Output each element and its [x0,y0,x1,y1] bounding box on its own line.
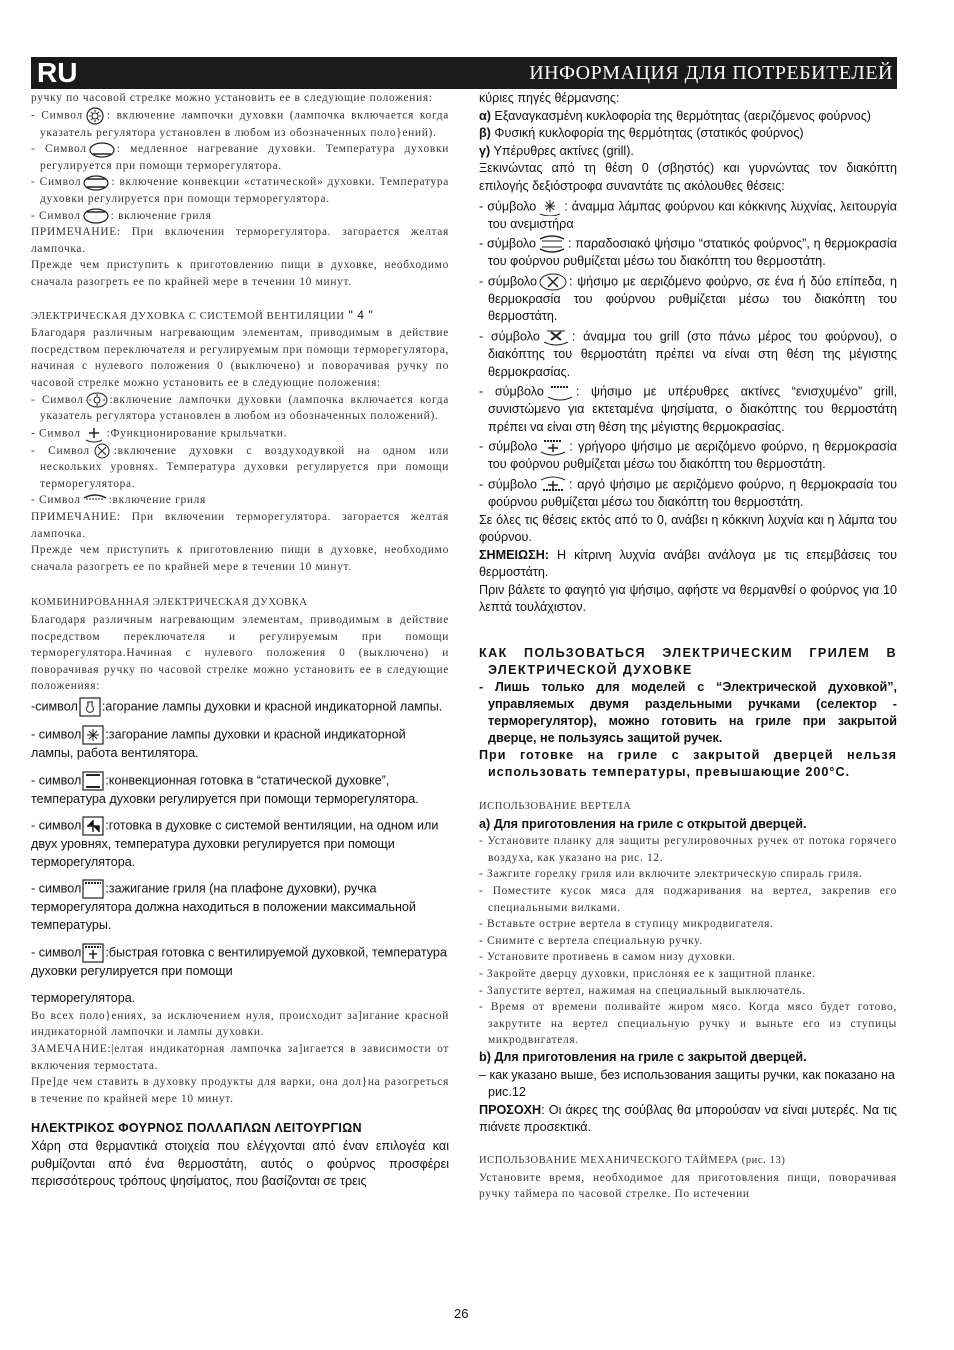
grill-fan-icon [82,943,104,963]
right-column [479,90,897,1203]
list-item: - Символ :включение гриля [31,494,206,507]
grill-icon [82,494,108,508]
grill-icon [82,879,104,899]
header-title: ИНФОРМАЦИЯ ДЛЯ ПОТРЕБИТЕЛЕЙ [529,62,893,84]
note: ПРИМЕЧАНИЕ: При включении терморегулятора. загорается желтая лампочка. [31,226,449,255]
list-item: - Символ : медленное нагревание духовки. Температура духовки регулируется при помощи терморегулятора. [31,143,449,172]
slow-fan-icon [538,476,568,494]
paragraph: Благодаря различным нагревающим элементам, приводимым в действие посредством переключателя и регулируемым при помощи терморегулятора.Начиная с нулевого положения 0 (выключено) и поворачивая ручку по часовой стрелке можно установить ее в следующие положенияя: [31,614,449,693]
paragraph: ручку по часовой стрелке можно установить ее в следующие положения: [31,92,433,104]
fan-oven-icon [82,816,104,836]
fan-icon [82,425,106,443]
list-item: - Вставьте острие вертела в ступицу микродвигателя. [479,918,774,931]
list-item: - Символ :включение духовки с воздуходувкой на одном или нескольких уровнях. Температура духовки регулируется при помощи терморегулятора. [31,444,449,490]
paragraph: Во всех поло}ениях, за исключением нуля, происходит за]игание красной индикаторной лампочки и лампы духовки. [31,1009,449,1039]
page-number: 26 [454,1306,469,1321]
list-item: - Запустите вертел, нажимая на специальный выключатель. [479,984,806,997]
list-item: - σύμβολο : γρήγορο ψήσιμο με αεριζόμενο φούρνο, η θερμοκρασία του φούρνου ρυθμίζεται μέσω του διακόπτη του θερμοστάτη. [479,439,897,472]
list-item: - σύμβολο : ψήσιμο με αεριζόμενο φούρνο, σε ένα ή δύο επίπεδα, η θερμοκρασία του φούρνου ρυθμίζεται μέσω του διακόπτη του θερμοστάτη. [479,274,897,324]
fan-oven-icon [91,443,113,459]
section-title: ΗΛΕΚΤΡΙΚΟΣ ΦΟΥΡΝΟΣ ΠΟΛΛΑΠΛΩΝ ΛΕΙΤΟΥΡΓΙΩΝ [31,1121,362,1136]
list-item: - σύμβολο : άναμμα του grill (στο πάνω μέρος του φούρνου), ο διακόπτης του θερμοστάτη πρέπει να είναι στη θέση της μέγιστης θερμοκρασίας. [479,329,897,379]
list-item: - σύμβολο : αργό ψήσιμο με αεριζόμενο φούρνο, η θερμοκρασία του φούρνου ρυθμίζεται μέσω του διακόπτη του θερμοστάτη. [479,477,897,509]
list-item: - Закройте дверцу духовки, прислоняя ее к защитной планке. [479,968,816,980]
list-item: - символ :зажигание гриля (на плафоне духовки), ручка терморегулятора должна находиться в положении максимальной температуры. [31,879,449,934]
section-title: КОМБИНИРОВАННАЯ ЭЛЕКТРИЧЕСКАЯ ДУХОВКА [31,597,308,609]
lamp-icon [85,392,109,408]
paragraph: Ξεκινώντας από τη θέση 0 (σβηστός) και γυρνώντας τον διακόπτη επιλογής δεξιόστροφα συναντάτε τις ακόλουθες θέσεις: [479,161,897,193]
section-title: КАК ПОЛЬЗОВАТЬСЯ ЭЛЕКТРИЧЕСКИМ ГРИЛЕМ В ЭЛЕКТРИЧЕСКОЙ ДУХОВКЕ [479,646,897,678]
lamp-icon [79,697,101,717]
list-item: - Символ : включение конвекции «статической» духовки. Температура духовки регулируется при помощи терморегулятора. [31,176,449,205]
warning: ΠΡΟΣΟΧΗ: Οι άκρες της σούβλας θα μπορούσαν να είναι μυτερές. Να τις πιάνετε προσεκτικά. [479,1102,897,1135]
paragraph: Σε όλες τις θέσεις εκτός από το 0, ανάβει η κόκκινη λυχνία και η λάμπα του φούρνου. [479,512,897,545]
static-oven-icon [82,175,110,191]
list-item: - σύμβολο : άναμμα λάμπας φούρνου και κόκκινης λυχνίας, λειτουργία του ανεμιστήρα [479,198,898,231]
section-title: ИСПОЛЬЗОВАНИЕ МЕХАНИЧЕСКОГО ТАЙМЕРА (рис. 13) [479,1154,786,1166]
paragraph: Прежде чем приступить к приготовлению пищи в духовке, необходимо сначала разогреть ее по крайней мере в течении 10 минут. [31,259,449,288]
paragraph: - Лишь только для моделей с “Электрической духовкой”, управляемых двумя раздельными ручками (селектор - терморегулятор), можно готовить на гриле при закрытой дверце, не пользуясь защитой ручек. [479,680,897,746]
list-item: - Снимите с вертела специальную ручку. [479,934,703,947]
page-header [31,57,897,89]
lamp-fan-icon [82,725,104,745]
list-item: α) Εξαναγκασμένη κυκλοφορία της θερμότητας (αεριζόμενος φούρνος) [479,108,871,123]
paragraph: Пре]де чем ставить в духовку продукты для варки, она дол}на разогреться в течение по крайней мере 10 минут. [31,1076,449,1105]
grill-fan-icon [538,438,568,456]
list-item: - σύμβολο : ψήσιμο με υπέρυθρες ακτίνες “ενισχυμένο” grill, συνιστώμενο για εκτεταμένα ψησίματα, ο διακόπτης του θερμοστάτη πρέπει να είναι στη θέση της μέγιστης θερμοκρασίας. [479,384,897,434]
paragraph: Благодаря различным нагревающим элементам, приводимым в действие посредством переключателя и регулируемым при помощи терморегулятора, начиная с нулевого положения 0 (выключено) и поворачивая ручку по часовой стрелке можно установить ее в следующие положения: [31,327,449,389]
paragraph: κύριες πηγές θέρμανσης: [479,91,620,105]
list-item: - символ :загорание лампы духовки и красной индикаторной лампы, работа вентилятора. [31,725,449,763]
static-oven-icon [82,771,104,791]
list-item: - Установите планку для защиты регулировочных ручек от потока горячего воздуха, как указано на рис. 12. [479,835,897,864]
paragraph: ЗАМЕЧАНИЕ:|елтая индикаторная лампочка за]игается в зависимости от включения термостата. [31,1042,449,1072]
list-item: - символ :конвекционная готовка в “статической духовке”, температура духовки регулируется при помощи терморегулятора. [31,771,449,809]
list-item: - символ :готовка в духовке с системой вентиляции, на одном или двух уровнях, температура духовки регулируется при помощи терморегулятора. [31,816,449,871]
list-item-continued: терморегулятора. [31,991,136,1006]
grill-icon [541,328,571,346]
note: ПРИМЕЧАНИЕ: При включении терморегулятора. загорается желтая лампочка. [31,511,449,540]
bottom-heat-icon [88,142,116,158]
section-title: ЭЛЕКТРИЧЕСКАЯ ДУХОВКА С СИСТЕМОЙ ВЕНТИЛЯЦИИ " 4 " [31,307,374,322]
list-item: - Зажгите горелку гриля или включите электрическую спираль гриля. [479,868,863,881]
grill-icon [82,208,110,224]
subsection-title: b) Для приготовления на гриле с закрытой дверцей. [479,1049,807,1064]
paragraph: При готовке на гриле с закрытой дверцей нельзя использовать температуры, превышающие 200°С. [479,748,897,780]
list-item: γ) Υπέρυθρες ακτίνες (grill). [479,143,634,158]
language-code: RU [37,57,78,88]
subsection-title: а) Для приготовления на гриле с открытой дверцей. [479,816,807,831]
list-item: β) Φυσική κυκλοφορία της θερμότητας (στατικός φούρνος) [479,126,804,141]
list-item: - Символ : включение лампочки духовки (лампочка включается когда указатель регулятора установлен в любом из обозначенных поло}ений). [31,107,449,142]
list-item: - Символ : включение гриля [31,208,449,225]
list-item: - Установите противень в самом низу духовки. [479,951,736,964]
paragraph: Прежде чем приступить к приготовлению пищи в духовке, необходимо сначала разогреть ее по крайней мере в течении 10 минут. [31,544,449,573]
paragraph: – как указано выше, без использования защиты ручки, как показано на рис.12 [479,1067,895,1100]
left-column [31,90,449,1191]
lamp-fan-icon [537,198,563,216]
list-item: - Поместите кусок мяса для поджаривания на вертел, закрепив его специальными вилками. [479,885,897,914]
list-item: - символ :быстрая готовка с вентилируемой духовкой, температура духовки регулируется при помощи [31,943,449,981]
double-grill-icon [545,383,575,401]
paragraph: Πριν βάλετε το φαγητό για ψήσιμο, αφήστε να θερμανθεί ο φούρνος για 10 λεπτά τουλάχιστον. [479,582,897,615]
lamp-icon [84,107,106,125]
fan-oven-icon [538,273,568,291]
section-title: ИСПОЛЬЗОВАНИЕ ВЕРТЕЛА [479,801,632,813]
paragraph: ΣΗΜΕΙΩΣΗ: Η κίτρινη λυχνία ανάβει ανάλογα με τις επεμβάσεις του θερμοστάτη. [479,547,897,580]
list-item: - Время от времени поливайте жиром мясо. Когда мясо будет готово, закрутите на вертел специальную ручку и выньте его из ступицы микродвигателя. [479,1001,897,1047]
list-item: - σύμβολο : παραδοσιακό ψήσιμο “στατικός φούρνος”, η θερμοκρασία του φούρνου ρυθμίζεται μέσω του διακόπτη του θερμοστάτη. [479,236,897,269]
paragraph: Установите время, необходимое для приготовления пищи, поворачивая ручку таймера по часовой стрелке. По истечении [479,1171,897,1201]
paragraph: Χάρη στα θερμαντικά στοιχεία που ελέγχονται από έναν επιλογέα και ρυθμίζονται από ένα θερμοστάτη, αυτός ο φούρνος προσφέρει περισσότερους τρόπους ψησίματος, που βασίζονται σε τρεις [31,1138,449,1189]
static-oven-icon [537,235,567,253]
list-item: - Символ :включение лампочки духовки (лампочка включается когда указатель регулятора установлен в любом из обозначенных положений). [31,393,449,423]
list-item: - Символ :Функционирование крыльчатки. [31,425,449,443]
list-item: -символ :агорание лампы духовки и красной индикаторной лампы. [31,697,449,717]
